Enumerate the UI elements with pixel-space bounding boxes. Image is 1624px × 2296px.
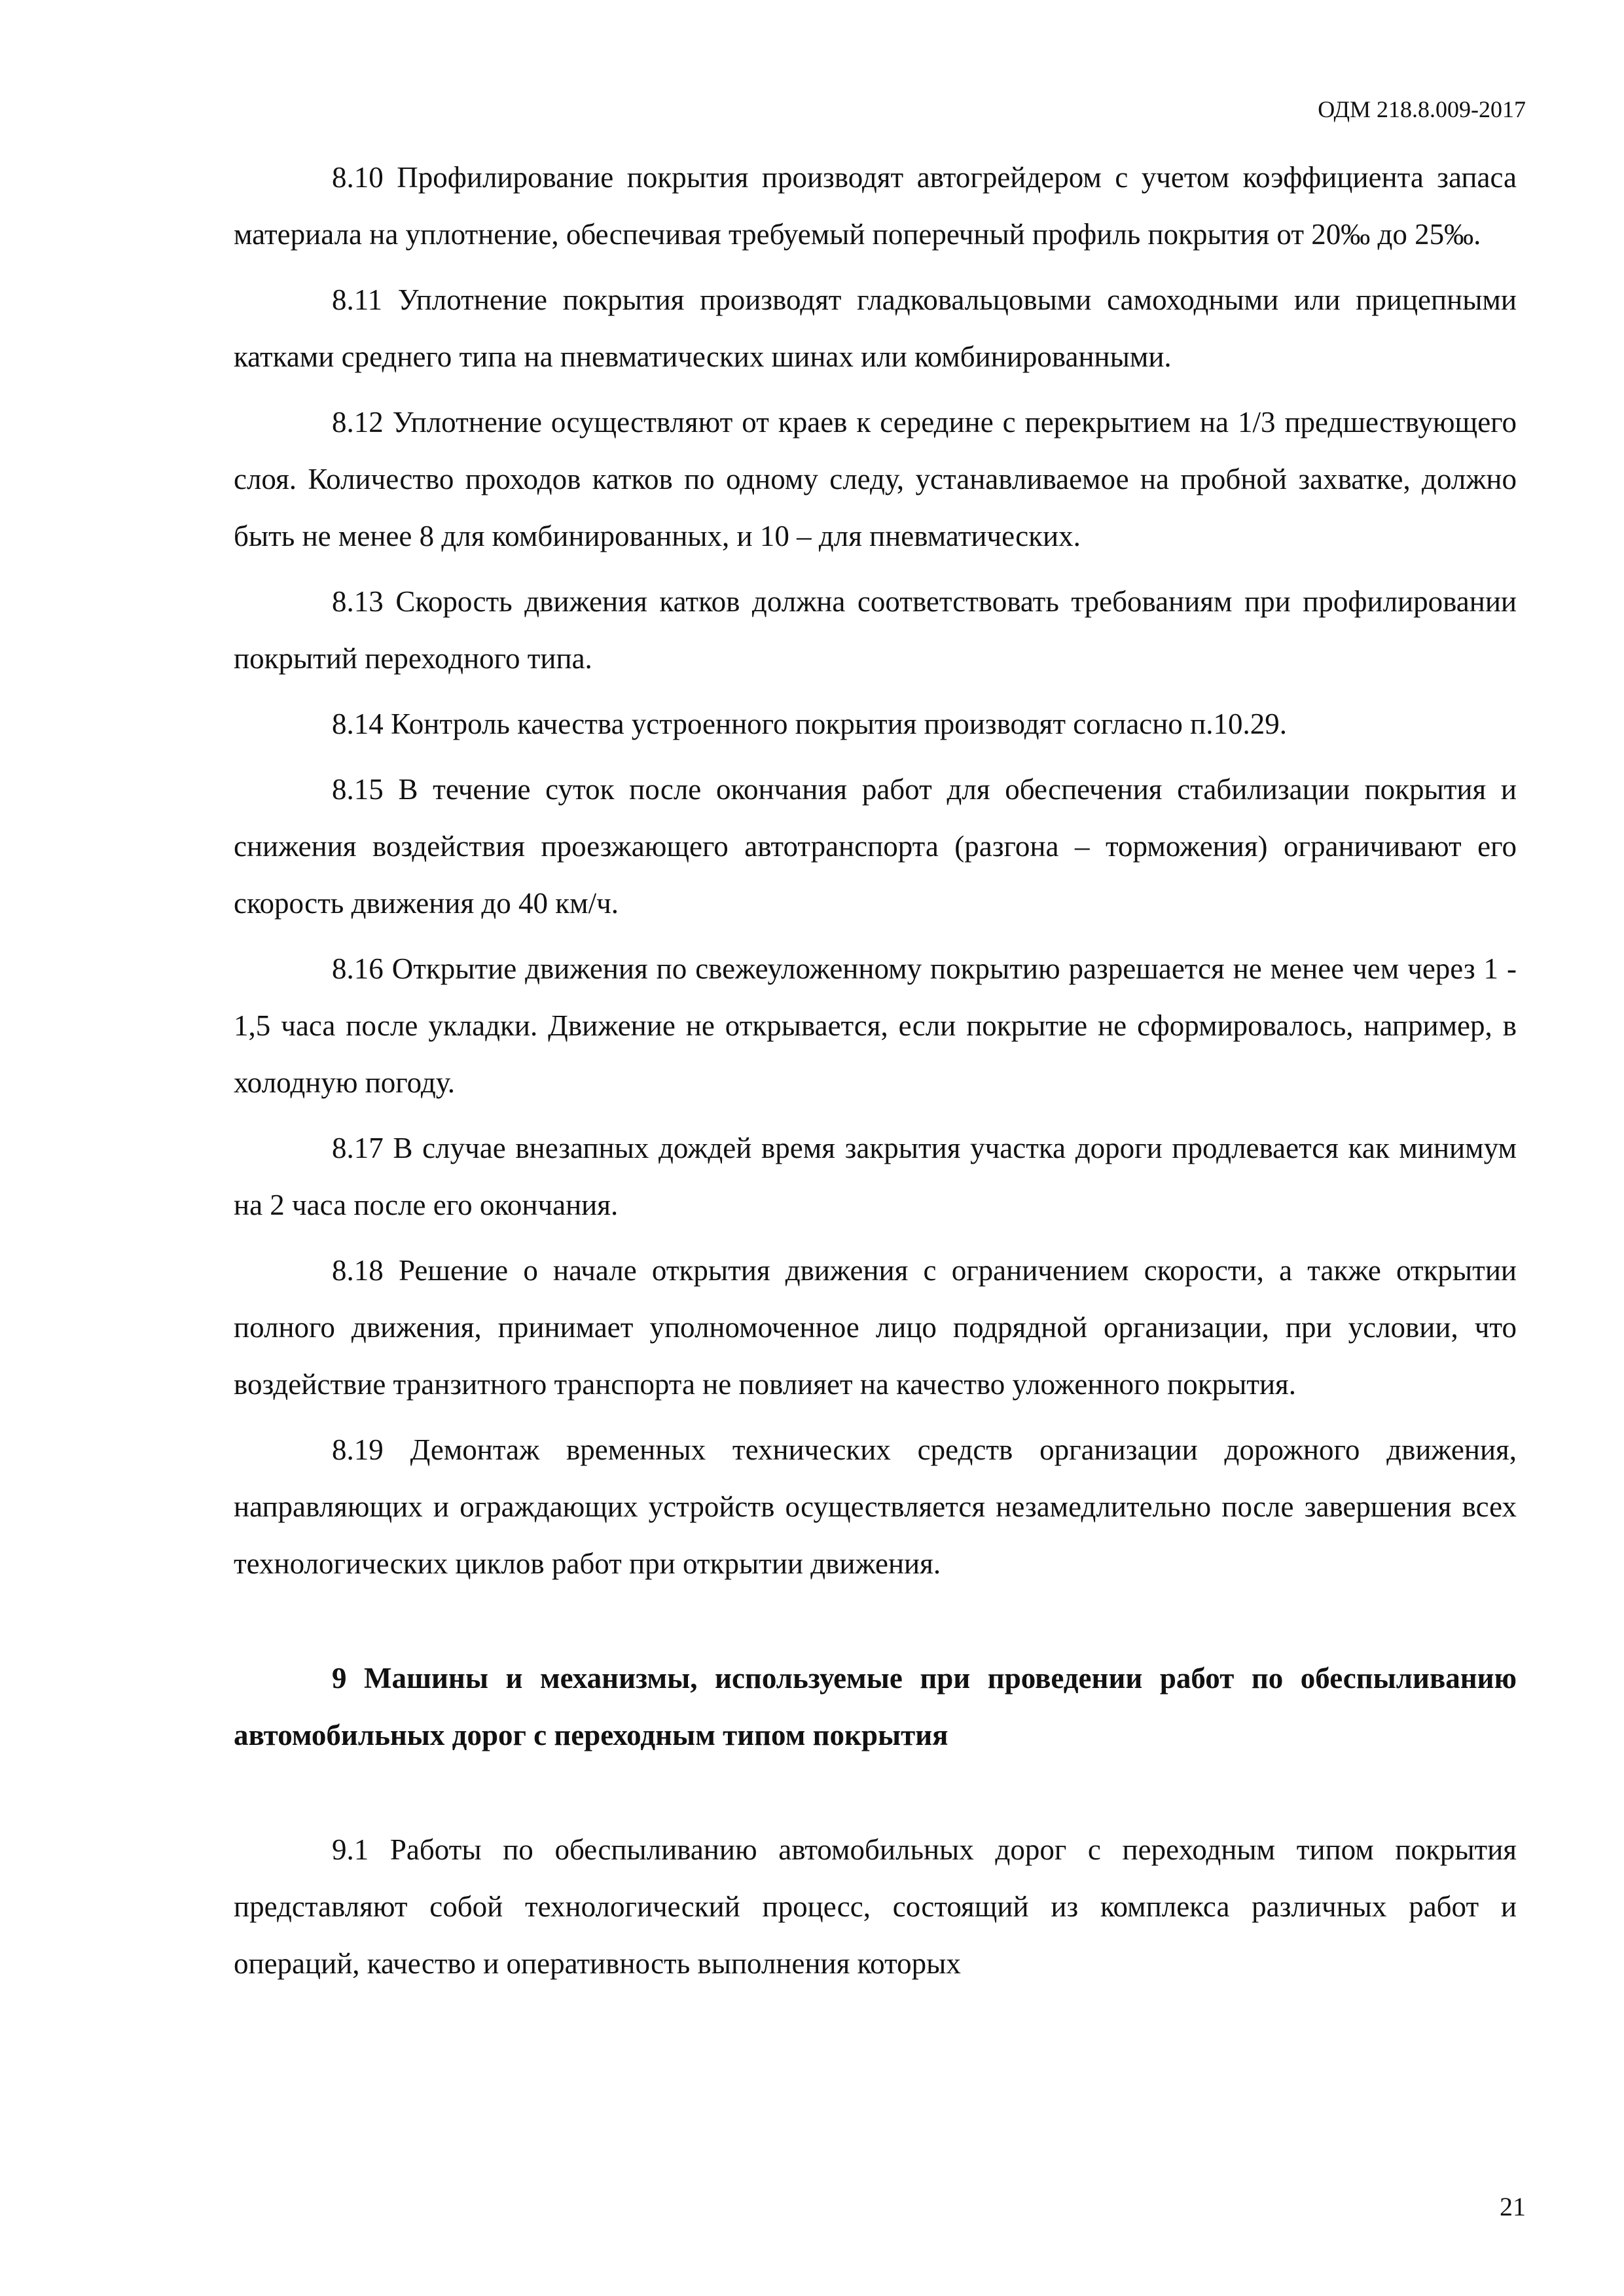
page-content [234, 149, 1517, 2001]
paragraph-8-15: 8.15 В течение суток после окончания работ для обеспечения стабилизации покрытия и снижения воздействия проезжающего автотранспорта (разгона – торможения) ограничивают его скорость движения до 40 км/ч. [234, 773, 1517, 920]
paragraph-8-19: 8.19 Демонтаж временных технических средств организации дорожного движения, направляющих и ограждающих устройств осуществляется незамедлительно после завершения всех технологических циклов работ при открытии движения. [234, 1433, 1517, 1580]
paragraph-8-14: 8.14 Контроль качества устроенного покрытия производят согласно п.10.29. [332, 708, 1287, 740]
paragraph-8-11: 8.11 Уплотнение покрытия производят гладковальцовыми самоходными или прицепными катками среднего типа на пневматических шинах или комбинированными. [234, 283, 1517, 373]
paragraph-8-10: 8.10 Профилирование покрытия производят автогрейдером с учетом коэффициента запаса материала на уплотнение, обеспечивая требуемый поперечный профиль покрытия от 20‰ до 25‰. [234, 161, 1517, 251]
paragraph-8-16: 8.16 Открытие движения по свежеуложенному покрытию разрешается не менее чем через 1 - 1,5 часа после укладки. Движение не открывается, если покрытие не сформировалось, например, в холодную погоду. [234, 952, 1517, 1099]
paragraph-8-18: 8.18 Решение о начале открытия движения с ограничением скорости, а также открытии полного движения, принимает уполномоченное лицо подрядной организации, при условии, что воздействие транзитного транспорта не повлияет на качество уложенного покрытия. [234, 1254, 1517, 1401]
paragraph-8-12: 8.12 Уплотнение осуществляют от краев к середине с перекрытием на 1/3 предшествующего слоя. Количество проходов катков по одному следу, устанавливаемое на пробной захватке, должно быть не менее 8 для комбинированных, и 10 – для пневматических. [234, 406, 1517, 552]
paragraph-9-1: 9.1 Работы по обеспыливанию автомобильных дорог с переходным типом покрытия представляют собой технологический процесс, состоящий из комплекса различных работ и операций, качество и оперативность выполнения которых [234, 1833, 1517, 1980]
document-code: ОДМ 218.8.009-2017 [1318, 96, 1526, 122]
page-number: 21 [1500, 2192, 1526, 2221]
paragraph-8-17: 8.17 В случае внезапных дождей время закрытия участка дороги продлевается как минимум на 2 часа после его окончания. [234, 1132, 1517, 1221]
paragraph-8-13: 8.13 Скорость движения катков должна соответствовать требованиям при профилировании покрытий переходного типа. [234, 585, 1517, 675]
section-9-heading: 9 Машины и механизмы, используемые при проведении работ по обеспыливанию автомобильных дорог с переходным типом покрытия [234, 1662, 1517, 1751]
